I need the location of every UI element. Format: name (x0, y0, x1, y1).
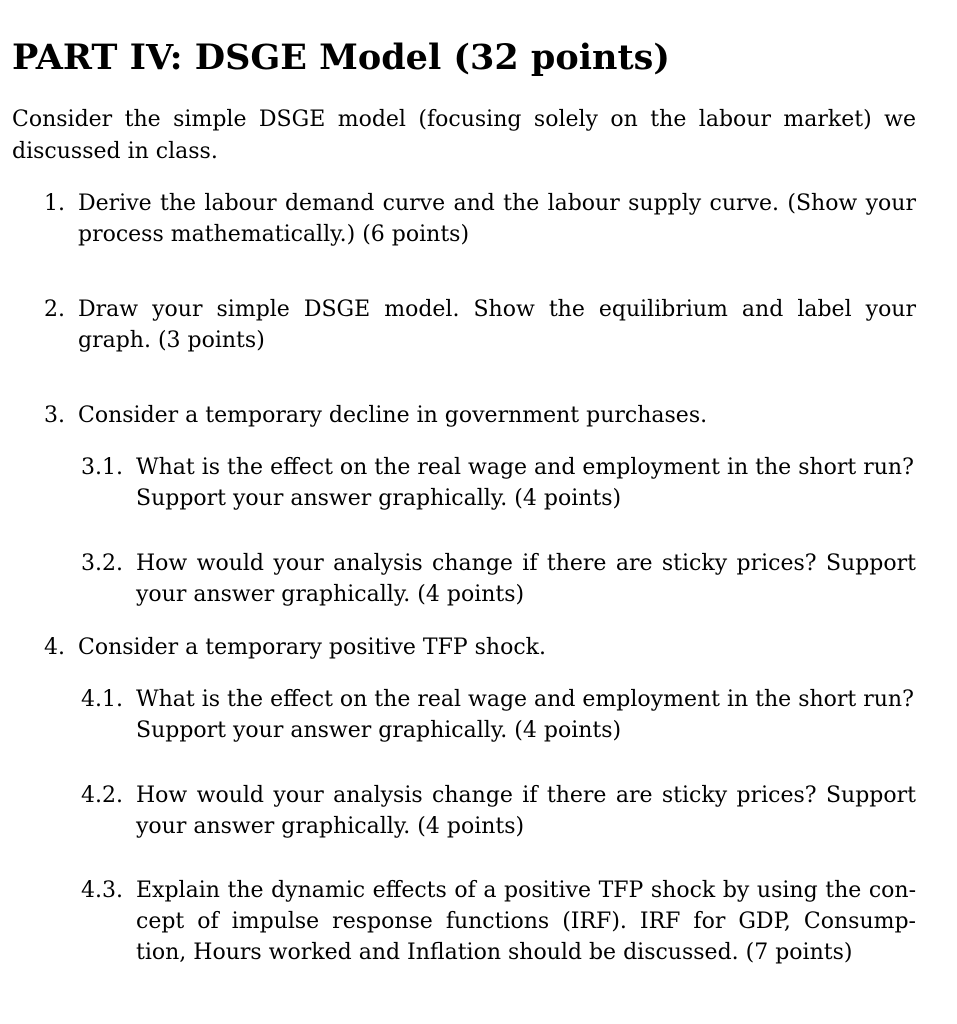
subquestion-line: How would your analysis change if there are sticky prices? Support (136, 551, 916, 576)
question-number: 2. (44, 297, 65, 322)
subquestion-number: 4.1. (81, 687, 123, 712)
question-number: 1. (44, 191, 65, 216)
question-line: Derive the labour demand curve and the labour supply curve. (Show your (78, 191, 916, 216)
subquestion-line: Support your answer graphically. (4 points) (136, 718, 622, 743)
subquestion-number: 4.3. (81, 878, 123, 903)
subquestion-line: What is the effect on the real wage and employment in the short run? (136, 687, 914, 712)
question-line: Consider a temporary positive TFP shock. (78, 635, 546, 660)
subquestion-line: your answer graphically. (4 points) (136, 582, 525, 607)
subquestion-line: Explain the dynamic effects of a positive TFP shock by using the con- (136, 878, 916, 903)
subquestion-line: Support your answer graphically. (4 points) (136, 486, 622, 511)
subquestion-line: your answer graphically. (4 points) (136, 814, 525, 839)
subquestion-line: What is the effect on the real wage and employment in the short run? (136, 455, 914, 480)
part-title: PART IV: DSGE Model (32 points) (12, 37, 670, 78)
subquestion-number: 4.2. (81, 783, 123, 808)
question-line: Consider a temporary decline in government purchases. (78, 403, 708, 428)
subquestion-number: 3.2. (81, 551, 123, 576)
question-number: 4. (44, 635, 65, 660)
subquestion-line: tion, Hours worked and Inflation should be discussed. (7 points) (136, 940, 853, 965)
subquestion-line: cept of impulse response functions (IRF). IRF for GDP, Consump- (136, 909, 916, 934)
question-line: Draw your simple DSGE model. Show the equilibrium and label your (78, 297, 916, 322)
subquestion-number: 3.1. (81, 455, 123, 480)
intro-paragraph: Consider the simple DSGE model (focusing solely on the labour market) we discussed in class. (12, 107, 916, 164)
subquestion-line: How would your analysis change if there are sticky prices? Support (136, 783, 916, 808)
question-line: process mathematically.) (6 points) (78, 222, 470, 247)
question-number: 3. (44, 403, 65, 428)
question-line: graph. (3 points) (78, 328, 265, 353)
